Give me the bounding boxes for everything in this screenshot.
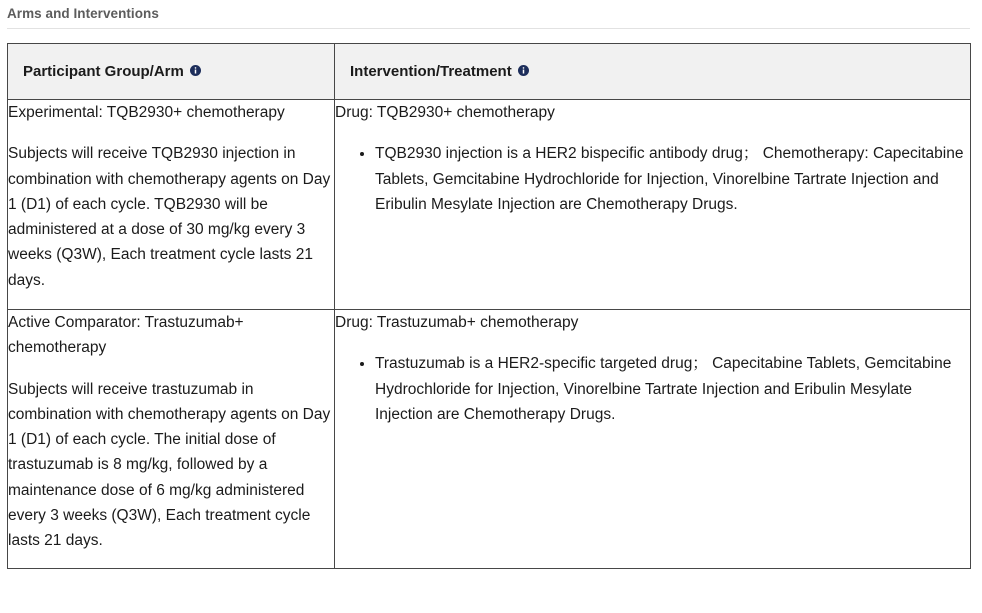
arm-cell <box>8 100 335 310</box>
intervention-name: Drug: Trastuzumab+ chemotherapy <box>335 314 579 331</box>
header-intervention-treatment <box>335 44 971 100</box>
section-divider <box>7 28 970 29</box>
intervention-name: Drug: TQB2930+ chemotherapy <box>335 104 555 121</box>
arm-cell <box>8 310 335 569</box>
intervention-cell <box>335 100 971 310</box>
section-title: Arms and Interventions <box>7 6 159 21</box>
table-header-row <box>8 44 971 100</box>
intervention-detail-list <box>335 351 970 427</box>
arm-title: Experimental: TQB2930+ chemotherapy <box>8 104 285 121</box>
table-row <box>8 310 971 569</box>
arm-description: Subjects will receive TQB2930 injection in combination with chemotherapy agents on Day 1 (D1) of each cycle. TQB2930 will be administered at a dose of 30 mg/kg every 3 weeks (Q3W), Each treatment cycle lasts 21 days. <box>8 145 331 289</box>
arm-description: Subjects will receive trastuzumab in combination with chemotherapy agents on Day 1 (D1) of each cycle. The initial dose of trastuzumab is 8 mg/kg, followed by a maintenance dose of 6 mg/kg administered every 3 weeks (Q3W), Each treatment cycle lasts 21 days. <box>8 380 331 550</box>
header-participant-group-label: Participant Group/Arm <box>23 62 184 80</box>
intervention-detail: • TQB2930 injection is a HER2 bispecific antibody drug； Chemotherapy: Capecitabine Tablets, Gemcitabine Hydrochloride for Injection, Vinorelbine Tartrate Injection and Eribulin Mesylate Injection are Chemotherapy Drugs. <box>375 141 970 217</box>
table-row <box>8 100 971 310</box>
info-icon[interactable] <box>190 65 201 76</box>
intervention-detail-list <box>335 141 970 217</box>
header-intervention-treatment-label: Intervention/Treatment <box>350 62 512 80</box>
intervention-detail: • Trastuzumab is a HER2-specific targeted drug； Capecitabine Tablets, Gemcitabine Hydrochloride for Injection, Vinorelbine Tartrate Injection and Eribulin Mesylate Injection are Chemotherapy Drugs. <box>375 351 970 427</box>
arms-interventions-table <box>7 43 971 569</box>
arm-title: Active Comparator: Trastuzumab+ chemotherapy <box>8 314 244 357</box>
info-icon[interactable] <box>518 65 529 76</box>
header-participant-group <box>8 44 335 100</box>
intervention-cell <box>335 310 971 569</box>
